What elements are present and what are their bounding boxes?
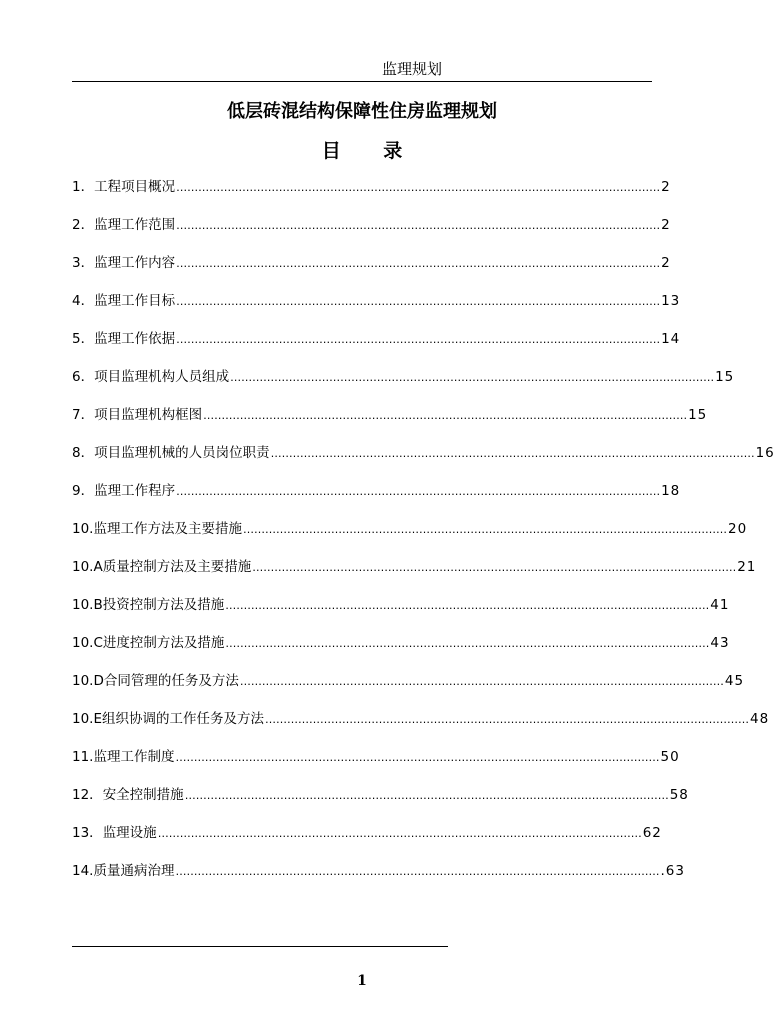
toc-entry-title: 监理工作程序 bbox=[94, 483, 176, 499]
toc-entry-page: 45 bbox=[724, 673, 745, 689]
toc-entry-page: 14 bbox=[661, 331, 681, 347]
toc-leader-dots: …………………………………………………………………………………………………………………… bbox=[225, 599, 710, 612]
toc-entry-page: 58 bbox=[669, 787, 689, 803]
toc-entry-title: 进度控制方法及措施 bbox=[102, 635, 225, 651]
document-title: 低层砖混结构保障性住房监理规划 bbox=[227, 101, 497, 122]
toc-entry-page: .63 bbox=[660, 863, 685, 879]
toc-leader-dots: …………………………………………………………………………………………………………………… bbox=[176, 181, 661, 194]
toc-entry-title: 监理工作方法及主要措施 bbox=[93, 521, 242, 537]
toc-entry[interactable] bbox=[72, 517, 748, 537]
toc-entry[interactable] bbox=[72, 707, 770, 727]
toc-entry-page: 20 bbox=[727, 521, 748, 537]
toc-leader-dots: …………………………………………………………………………………………………………………… bbox=[176, 219, 661, 232]
toc-entry-title: 监理工作依据 bbox=[94, 331, 176, 347]
toc-entry-number: 10.E bbox=[72, 711, 102, 727]
toc-entry-page: 48 bbox=[750, 711, 770, 727]
toc-entry-number: 12． bbox=[72, 787, 103, 803]
header-rule bbox=[72, 81, 652, 82]
toc-leader-dots: …………………………………………………………………………………………………………………… bbox=[252, 561, 737, 574]
toc-entry-title: 安全控制措施 bbox=[102, 787, 184, 803]
toc-entry[interactable] bbox=[72, 479, 681, 499]
toc-entry-page: 21 bbox=[737, 559, 757, 575]
toc-entry-number: 2． bbox=[72, 217, 95, 233]
toc-leader-dots: …………………………………………………………………………………………………………………… bbox=[176, 257, 661, 270]
toc-entry-page: 41 bbox=[710, 597, 730, 613]
toc-entry[interactable] bbox=[72, 821, 662, 841]
footer-rule bbox=[72, 946, 448, 947]
toc-leader-dots: …………………………………………………………………………………………………………………… bbox=[175, 865, 660, 878]
toc-entry-title: 监理设施 bbox=[102, 825, 157, 841]
toc-entry[interactable] bbox=[72, 631, 730, 651]
toc-entry-number: 11. bbox=[72, 749, 94, 765]
toc-entry-number: 4． bbox=[72, 293, 95, 309]
page-number: 1 bbox=[357, 973, 367, 989]
toc-entry-title: 项目监理机构框图 bbox=[94, 407, 203, 423]
toc-entry-page: 2 bbox=[661, 255, 671, 271]
toc-entry[interactable] bbox=[72, 213, 671, 233]
toc-entry[interactable] bbox=[72, 555, 757, 575]
toc-entry[interactable] bbox=[72, 327, 681, 347]
toc-entry-number: 7． bbox=[72, 407, 95, 423]
toc-entry[interactable] bbox=[72, 365, 735, 385]
running-header: 监理规划 bbox=[381, 60, 442, 78]
toc-entry-title: 项目监理机械的人员岗位职责 bbox=[94, 445, 270, 461]
toc-leader-dots: …………………………………………………………………………………………………………………… bbox=[230, 371, 715, 384]
toc-entry-number: 9． bbox=[72, 483, 95, 499]
toc-entry[interactable] bbox=[72, 175, 671, 195]
toc-entry[interactable] bbox=[72, 745, 680, 765]
toc-entry[interactable] bbox=[72, 289, 681, 309]
toc-entry[interactable] bbox=[72, 251, 671, 271]
toc-entry-title: 质量控制方法及主要措施 bbox=[102, 559, 252, 575]
toc-entry-number: 10.C bbox=[72, 635, 103, 651]
toc-entry-page: 2 bbox=[661, 179, 671, 195]
toc-entry-title: 合同管理的任务及方法 bbox=[103, 673, 239, 689]
toc-leader-dots: …………………………………………………………………………………………………………………… bbox=[175, 751, 660, 764]
toc-entry[interactable] bbox=[72, 593, 730, 613]
toc-entry[interactable] bbox=[72, 859, 685, 879]
toc-entry-page: 15 bbox=[688, 407, 708, 423]
toc-entry-title: 组织协调的工作任务及方法 bbox=[102, 711, 264, 727]
toc-leader-dots: …………………………………………………………………………………………………………………… bbox=[239, 675, 724, 688]
toc-entry-title: 监理工作制度 bbox=[93, 749, 175, 765]
toc-entry-title: 监理工作内容 bbox=[94, 255, 176, 271]
toc-entry-number: 6． bbox=[72, 369, 95, 385]
toc-entry-page: 15 bbox=[715, 369, 735, 385]
toc-entry-title: 工程项目概况 bbox=[94, 179, 176, 195]
toc-entry-number: 10.A bbox=[72, 559, 103, 575]
toc-heading: 目 录 bbox=[321, 140, 421, 162]
toc-entry-page: 50 bbox=[660, 749, 680, 765]
toc-entry[interactable] bbox=[72, 403, 708, 423]
toc-entry[interactable] bbox=[72, 669, 745, 689]
toc-entry-page: 2 bbox=[661, 217, 671, 233]
toc-entry-number: 5． bbox=[72, 331, 95, 347]
toc-entry-number: 8． bbox=[72, 445, 95, 461]
toc-entry-page: 16 bbox=[755, 445, 775, 461]
toc-leader-dots: …………………………………………………………………………………………………………………… bbox=[203, 409, 688, 422]
toc-leader-dots: …………………………………………………………………………………………………………………… bbox=[157, 827, 642, 840]
toc-entry-title: 项目监理机构人员组成 bbox=[94, 369, 230, 385]
toc-leader-dots: …………………………………………………………………………………………………………………… bbox=[225, 637, 710, 650]
toc-entry-number: 10. bbox=[72, 521, 94, 537]
toc-entry-number: 1． bbox=[72, 179, 95, 195]
toc-entry-title: 监理工作目标 bbox=[94, 293, 176, 309]
toc-entry-page: 18 bbox=[661, 483, 681, 499]
toc-leader-dots: …………………………………………………………………………………………………………………… bbox=[242, 523, 727, 536]
toc-entry-page: 13 bbox=[661, 293, 681, 309]
toc-entry-number: 13． bbox=[72, 825, 103, 841]
toc-leader-dots: …………………………………………………………………………………………………………………… bbox=[184, 789, 669, 802]
toc-entry-number: 14. bbox=[72, 863, 94, 879]
toc-entry-title: 监理工作范围 bbox=[94, 217, 176, 233]
toc-leader-dots: …………………………………………………………………………………………………………………… bbox=[176, 333, 661, 346]
toc-entry[interactable] bbox=[72, 441, 775, 461]
toc-leader-dots: …………………………………………………………………………………………………………………… bbox=[270, 447, 755, 460]
toc-leader-dots: …………………………………………………………………………………………………………………… bbox=[176, 295, 661, 308]
toc-entry-number: 3． bbox=[72, 255, 95, 271]
toc-entry-title: 投资控制方法及措施 bbox=[102, 597, 225, 613]
toc-entry[interactable] bbox=[72, 783, 689, 803]
toc-leader-dots: …………………………………………………………………………………………………………………… bbox=[265, 713, 749, 726]
toc-entry-title: 质量通病治理 bbox=[93, 863, 175, 879]
toc-entry-number: 10.B bbox=[72, 597, 103, 613]
toc-entry-page: 43 bbox=[710, 635, 730, 651]
toc-entry-number: 10.D bbox=[72, 673, 104, 689]
toc-entry-page: 62 bbox=[642, 825, 662, 841]
toc-leader-dots: …………………………………………………………………………………………………………………… bbox=[176, 485, 661, 498]
